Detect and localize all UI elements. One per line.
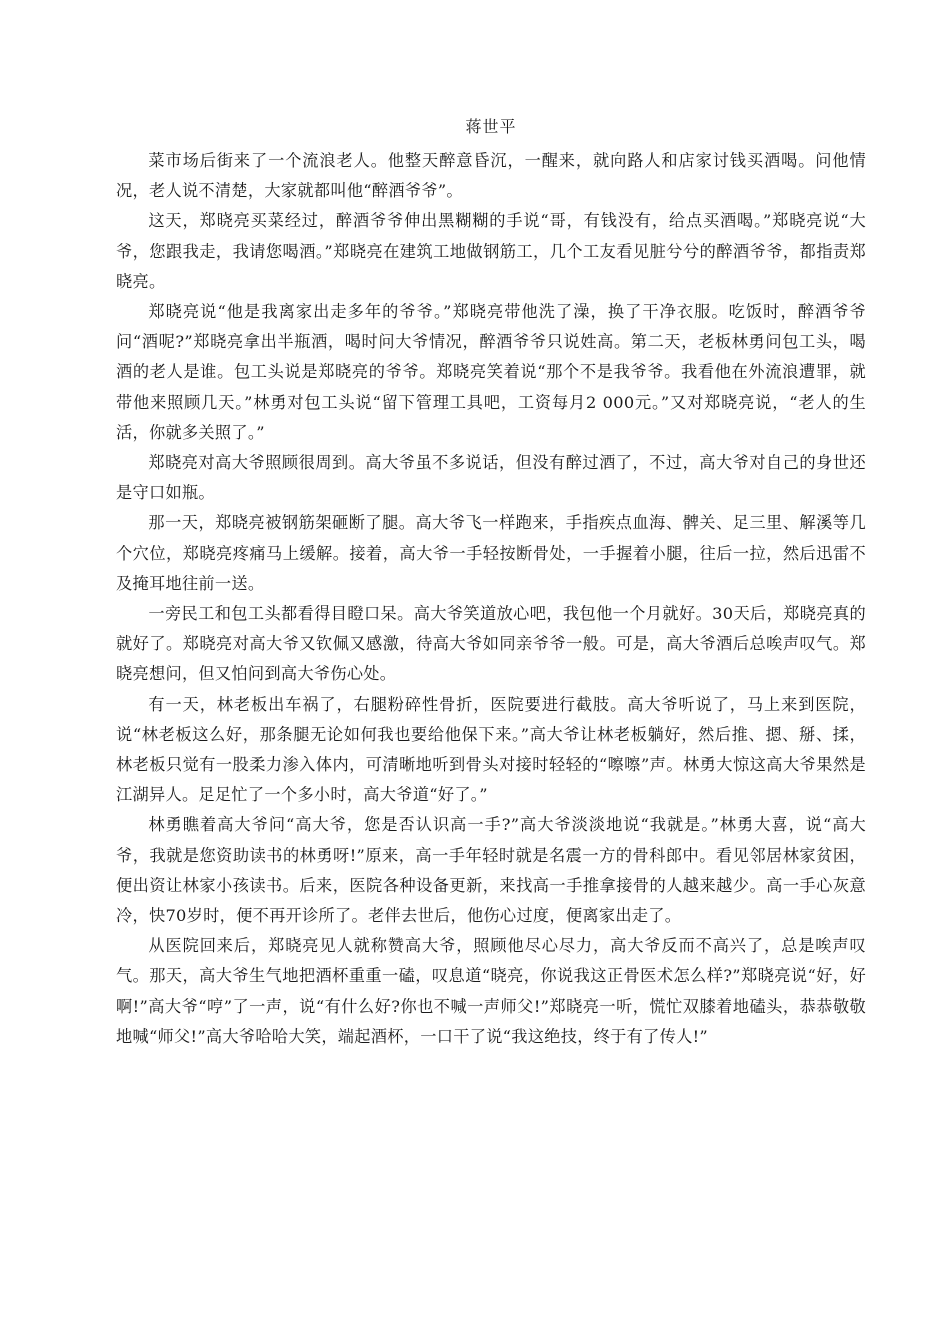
paragraph: 这天，郑晓亮买菜经过，醉酒爷爷伸出黑糊糊的手说“哥，有钱没有，给点买酒喝。”郑晓亮说“大爷，您跟我走，我请您喝酒。”郑晓亮在建筑工地做钢筋工，几个工友看见脏兮兮的醉酒爷爷，都指责郑晓亮。 [116,211,866,291]
paragraph: 一旁民工和包工头都看得目瞪口呆。高大爷笑道放心吧，我包他一个月就好。30天后，郑晓亮真的就好了。郑晓亮对高大爷又钦佩又感激，待高大爷如同亲爷爷一般。可是，高大爷酒后总唉声叹气。郑晓亮想问，但又怕问到高大爷伤心处。 [116,604,866,684]
document-page [116,112,866,1052]
paragraph: 郑晓亮对高大爷照顾很周到。高大爷虽不多说话，但没有醉过酒了，不过，高大爷对自己的身世还是守口如瓶。 [116,453,866,503]
paragraph: 郑晓亮说“他是我离家出走多年的爷爷。”郑晓亮带他洗了澡，换了干净衣服。吃饭时，醉酒爷爷问“酒呢?”郑晓亮拿出半瓶酒，喝时问大爷情况，醉酒爷爷只说姓高。第二天，老板林勇问包工头，喝酒的老人是谁。包工头说是郑晓亮的爷爷。郑晓亮笑着说“那个不是我爷爷。我看他在外流浪遭罪，就带他来照顾几天。”林勇对包工头说“留下管理工具吧，工资每月2 000元。”又对郑晓亮说，“老人的生活，你就多关照了。” [116,302,866,442]
paragraph: 从医院回来后，郑晓亮见人就称赞高大爷，照顾他尽心尽力，高大爷反而不高兴了，总是唉声叹气。那天，高大爷生气地把酒杯重重一磕，叹息道“晓亮，你说我这正骨医术怎么样?”郑晓亮说“好，好啊!”高大爷“哼”了一声，说“有什么好?你也不喊一声师父!”郑晓亮一听，慌忙双膝着地磕头，恭恭敬敬地喊“师父!”高大爷哈哈大笑，端起酒杯，一口干了说“我这绝技，终于有了传人!” [116,936,866,1046]
paragraph: 菜市场后街来了一个流浪老人。他整天醉意昏沉，一醒来，就向路人和店家讨钱买酒喝。问他情况，老人说不清楚，大家就都叫他“醉酒爷爷”。 [116,151,866,201]
author-name: 蒋世平 [465,117,517,136]
paragraph: 那一天，郑晓亮被钢筋架砸断了腿。高大爷飞一样跑来，手指疾点血海、髀关、足三里、解溪等几个穴位，郑晓亮疼痛马上缓解。接着，高大爷一手轻按断骨处，一手握着小腿，往后一拉，然后迅雷不及掩耳地往前一送。 [116,513,866,593]
paragraph: 林勇瞧着高大爷问“高大爷，您是否认识高一手?”高大爷淡淡地说“我就是。”林勇大喜，说“高大爷，我就是您资助读书的林勇呀!”原来，高一手年轻时就是名震一方的骨科郎中。看见邻居林家贫困，便出资让林家小孩读书。后来，医院各种设备更新，来找高一手推拿接骨的人越来越少。高一手心灰意冷，快70岁时，便不再开诊所了。老伴去世后，他伤心过度，便离家出走了。 [116,815,866,926]
paragraph: 有一天，林老板出车祸了，右腿粉碎性骨折，医院要进行截肢。高大爷听说了，马上来到医院，说“林老板这么好，那条腿无论如何我也要给他保下来。”高大爷让林老板躺好，然后推、摁、掰、揉，林老板只觉有一股柔力渗入体内，可清晰地听到骨头对接时轻轻的“嚓嚓”声。林勇大惊这高大爷果然是江湖异人。足足忙了一个多小时，高大爷道“好了。” [116,694,866,805]
